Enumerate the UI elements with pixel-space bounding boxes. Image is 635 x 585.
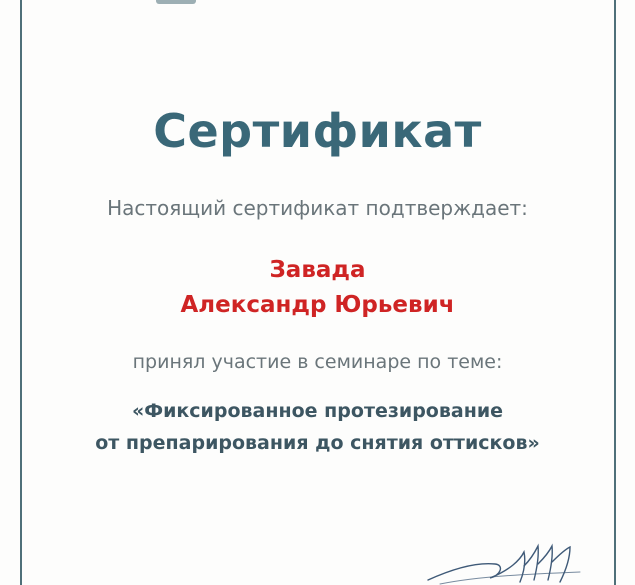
top-decoration xyxy=(156,0,196,4)
recipient-given-names: Александр Юрьевич xyxy=(180,292,455,318)
participation-text: принял участие в семинаре по теме: xyxy=(132,351,503,373)
signature-icon xyxy=(420,540,590,585)
seminar-topic-line-1: «Фиксированное протезирование xyxy=(131,400,504,422)
seminar-topic-line-2: от препарирования до снятия оттисков» xyxy=(95,432,540,454)
certificate-subtitle: Настоящий сертификат подтверждает: xyxy=(107,196,528,220)
certificate-title: Сертификат xyxy=(153,104,482,158)
recipient-surname: Завада xyxy=(269,257,366,283)
